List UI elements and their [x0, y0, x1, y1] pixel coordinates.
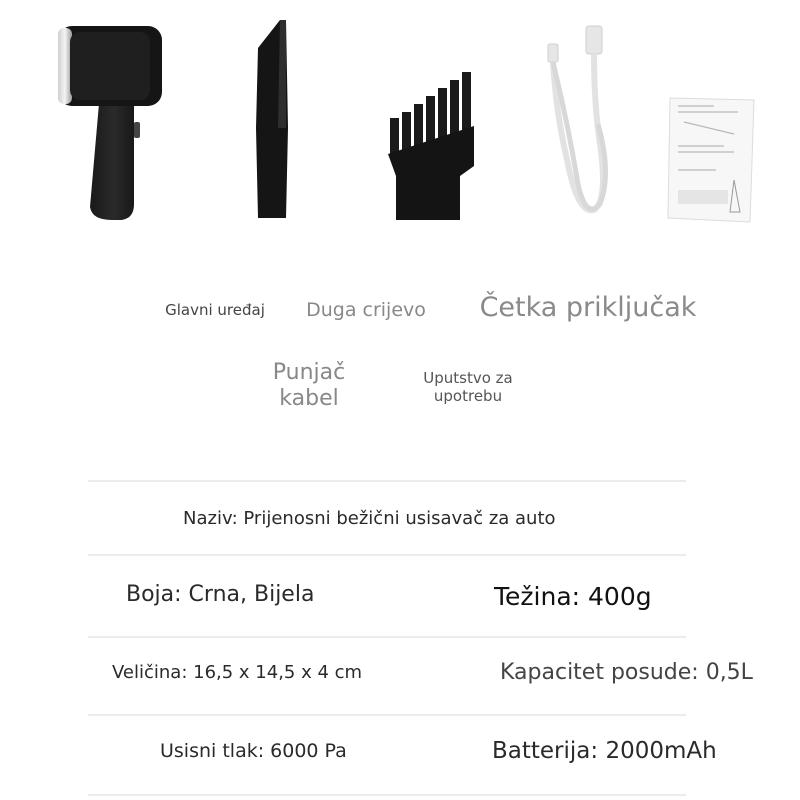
spec-weight: Težina: 400g: [494, 582, 652, 611]
spec-size: Veličina: 16,5 x 14,5 x 4 cm: [112, 662, 363, 683]
spec-battery: Batterija: 2000mAh: [492, 738, 717, 764]
label-long-nozzle: Duga crijevo: [306, 298, 426, 321]
divider: [88, 636, 686, 638]
label-brush: Četka priključak: [479, 291, 697, 323]
label-manual: Uputstvo za upotrebu: [423, 369, 513, 405]
divider: [88, 794, 686, 796]
divider: [88, 714, 686, 716]
spec-name: Naziv: Prijenosni bežični usisavač za auto: [183, 508, 556, 529]
divider: [88, 554, 686, 556]
label-main-unit: Glavni uređaj: [165, 301, 265, 319]
spec-suction: Usisni tlak: 6000 Pa: [160, 740, 347, 762]
spec-color: Boja: Crna, Bijela: [126, 582, 315, 607]
label-cable: Punjač kabel: [272, 359, 346, 411]
spec-capacity: Kapacitet posude: 0,5L: [500, 660, 753, 685]
divider: [88, 480, 686, 482]
vacuum-main-unit-image: [52, 22, 172, 224]
user-manual-image: [664, 94, 760, 224]
charging-cable-image: [538, 24, 618, 224]
brush-attachment-image: [384, 66, 478, 222]
long-nozzle-image: [248, 18, 298, 222]
